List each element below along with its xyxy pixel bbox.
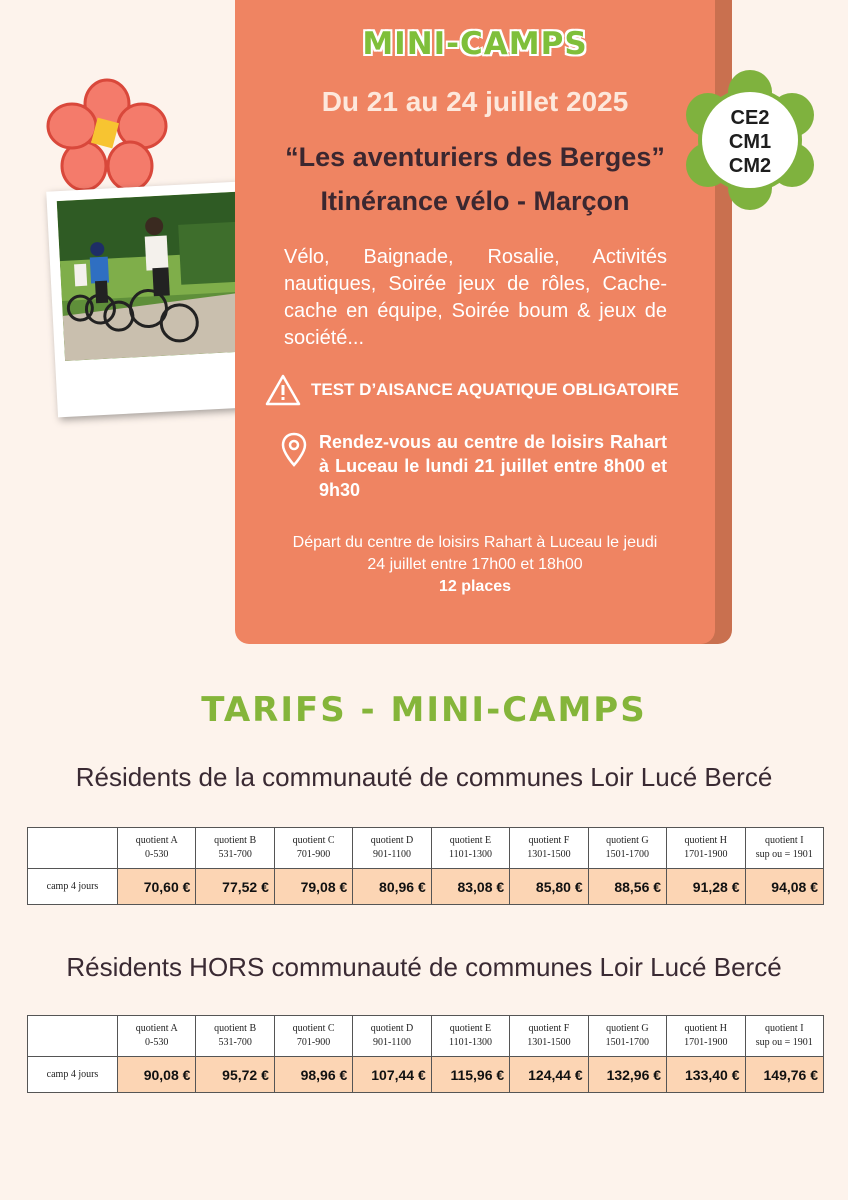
row-label: camp 4 jours	[28, 869, 118, 905]
empty-header-cell	[28, 1016, 118, 1057]
column-header: quotient D 901-1100	[353, 828, 431, 869]
non-residents-title: Résidents HORS communauté de communes Loir Lucé Bercé	[66, 952, 782, 982]
row-label: camp 4 jours	[28, 1057, 118, 1093]
table-row	[28, 1057, 824, 1093]
price-cell: 90,08 €	[118, 1057, 196, 1093]
price-cell: 70,60 €	[118, 869, 196, 905]
column-header: quotient F 1301-1500	[510, 828, 588, 869]
column-header: quotient F 1301-1500	[510, 1016, 588, 1057]
tarifs-title: TARIFS - MINI-CAMPS	[201, 690, 647, 730]
table-row	[28, 869, 824, 905]
price-cell: 98,96 €	[274, 1057, 352, 1093]
column-header: quotient C 701-900	[274, 1016, 352, 1057]
warning-text: TEST D’AISANCE AQUATIQUE OBLIGATOIRE	[311, 380, 679, 399]
residents-price-table	[27, 827, 824, 905]
rendezvous-text: Rendez-vous au centre de loisirs Rahart à Luceau le lundi 21 juillet entre 8h00 et 9h30	[319, 432, 667, 500]
departure-block	[285, 532, 665, 598]
places-count: 12 places	[438, 578, 512, 595]
price-cell: 91,28 €	[667, 869, 745, 905]
column-header: quotient I sup ou = 1901	[745, 1016, 824, 1057]
table-header-row	[28, 1016, 824, 1057]
info-card	[235, 0, 715, 644]
column-header: quotient A 0-530	[118, 828, 196, 869]
column-header: quotient D 901-1100	[353, 1016, 431, 1057]
price-cell: 132,96 €	[588, 1057, 666, 1093]
camp-location: Itinérance vélo - Marçon	[320, 186, 630, 216]
camp-title: MINI-CAMPS	[362, 26, 588, 62]
column-header: quotient E 1101-1300	[431, 828, 509, 869]
empty-header-cell	[28, 828, 118, 869]
badge-level-1: CE2	[730, 107, 770, 129]
cyclists-image	[57, 191, 257, 361]
non-residents-price-table	[27, 1015, 824, 1093]
badge-level-2: CM1	[728, 131, 772, 153]
price-cell: 88,56 €	[588, 869, 666, 905]
price-cell: 77,52 €	[196, 869, 274, 905]
departure-text: Départ du centre de loisirs Rahart à Luceau le jeudi 24 juillet entre 17h00 et 18h00	[292, 534, 658, 573]
column-header: quotient H 1701-1900	[667, 1016, 745, 1057]
residents-title: Résidents de la communauté de communes Loir Lucé Bercé	[75, 762, 773, 792]
location-pin-icon	[281, 432, 307, 468]
price-cell: 149,76 €	[745, 1057, 824, 1093]
price-cell: 79,08 €	[274, 869, 352, 905]
price-cell: 83,08 €	[431, 869, 509, 905]
column-header: quotient I sup ou = 1901	[745, 828, 824, 869]
price-cell: 80,96 €	[353, 869, 431, 905]
column-header: quotient E 1101-1300	[431, 1016, 509, 1057]
price-cell: 94,08 €	[745, 869, 824, 905]
column-header: quotient C 701-900	[274, 828, 352, 869]
column-header: quotient G 1501-1700	[588, 828, 666, 869]
rendezvous-row	[281, 430, 667, 502]
activities-text: Vélo, Baignade, Rosalie, Activités nautiques, Soirée jeux de rôles, Cache-cache en équipe, Soirée boum & jeux de société...	[284, 246, 667, 349]
price-cell: 95,72 €	[196, 1057, 274, 1093]
column-header: quotient B 531-700	[196, 1016, 274, 1057]
price-cell: 133,40 €	[667, 1057, 745, 1093]
column-header: quotient G 1501-1700	[588, 1016, 666, 1057]
warning-row	[265, 374, 679, 406]
warning-triangle-icon	[265, 374, 301, 406]
price-cell: 85,80 €	[510, 869, 588, 905]
column-header: quotient A 0-530	[118, 1016, 196, 1057]
price-cell: 124,44 €	[510, 1057, 588, 1093]
flower-icon	[46, 78, 168, 196]
grade-badge	[680, 70, 820, 210]
price-cell: 107,44 €	[353, 1057, 431, 1093]
price-cell: 115,96 €	[431, 1057, 509, 1093]
column-header: quotient B 531-700	[196, 828, 274, 869]
column-header: quotient H 1701-1900	[667, 828, 745, 869]
table-header-row	[28, 828, 824, 869]
camp-name: “Les aventuriers des Berges”	[285, 142, 665, 172]
badge-level-3: CM2	[728, 155, 772, 177]
camp-dates: Du 21 au 24 juillet 2025	[321, 86, 629, 117]
